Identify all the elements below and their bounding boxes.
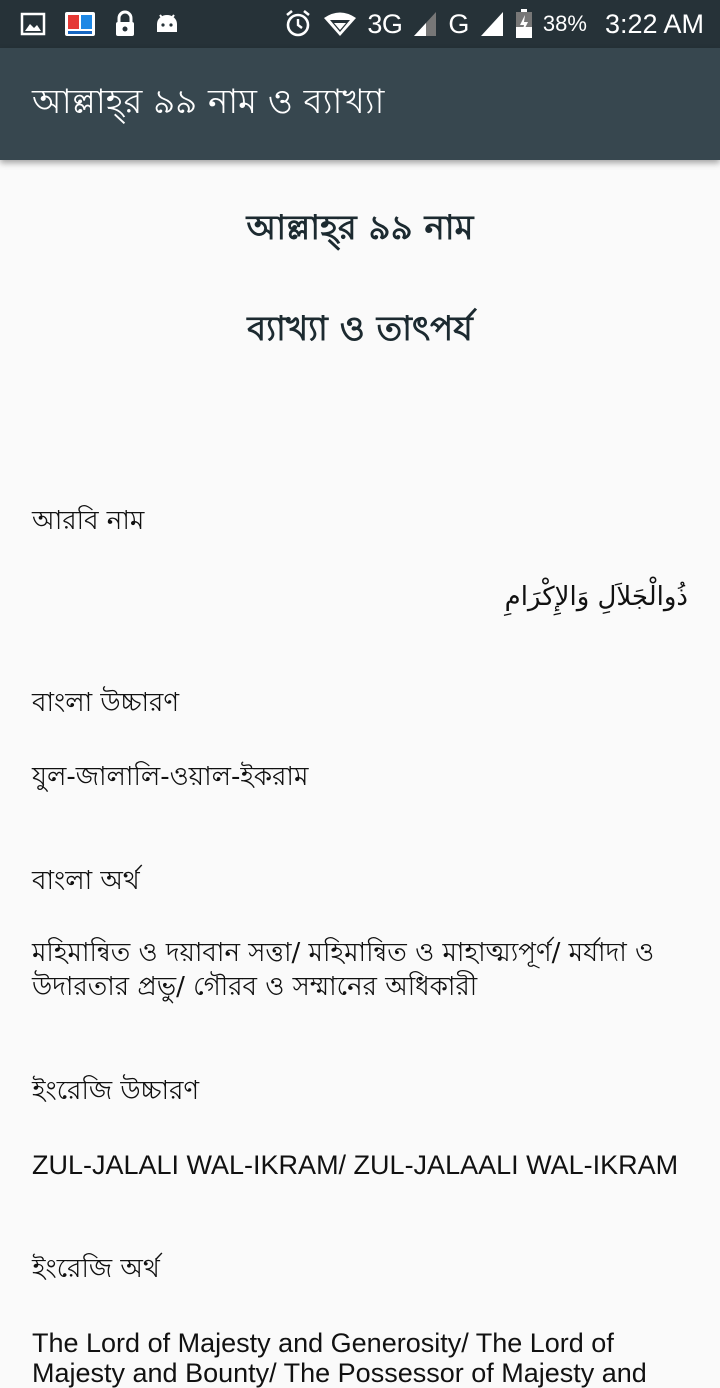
english-pronunciation-text: ZUL-JALALI WAL-IKRAM/ ZUL-JALAALI WAL-IKRAM — [32, 1150, 679, 1180]
alarm-icon — [283, 9, 313, 39]
app-title: আল্লাহ্‌র ৯৯ নাম ও ব্যাখ্যা — [32, 81, 385, 122]
status-bar — [0, 0, 720, 48]
clock: 3:22 AM — [604, 8, 704, 39]
arabic-name-label: আরবি নাম — [32, 506, 145, 536]
content-scroll[interactable] — [0, 160, 720, 1388]
network-g-label: G — [448, 8, 469, 39]
network-3g-label: 3G — [367, 8, 403, 39]
english-meaning-text: The Lord of Majesty and Generosity/ The Lord of Majesty and Bounty/ The Possessor of Majesty and — [32, 1328, 647, 1388]
app-bar — [0, 48, 720, 160]
arabic-name-text: ذُوالْجَلاَلِ وَالإِكْرَامِ — [504, 582, 688, 612]
page-heading: আল্লাহ্‌র ৯৯ নাম — [246, 208, 474, 248]
image-icon — [20, 12, 46, 36]
signal-strength-icon-2 — [479, 10, 505, 38]
page-subheading: ব্যাখ্যা ও তাৎপর্য — [247, 309, 473, 349]
android-icon — [154, 12, 180, 36]
app-logo-icon — [64, 9, 96, 39]
bangla-meaning-text: মহিমান্বিত ও দয়াবান সত্তা/ মহিমান্বিত ও মাহাত্ম্যপূর্ণ/ মর্যাদা ও উদারতার প্রভু/ গৌরব ও সম্মানের অধিকারী — [32, 938, 655, 1002]
english-meaning-label: ইংরেজি অর্থ — [32, 1254, 160, 1284]
signal-strength-icon — [412, 10, 438, 38]
lock-icon — [114, 11, 136, 37]
bangla-pronunciation-label: বাংলা উচ্চারণ — [32, 688, 180, 718]
wifi-icon — [323, 11, 357, 37]
battery-charging-icon — [515, 9, 533, 39]
bangla-pronunciation-text: যুল-জালালি-ওয়াল-ইকরাম — [32, 762, 309, 792]
english-pronunciation-label: ইংরেজি উচ্চারণ — [32, 1076, 200, 1106]
battery-percentage: 38% — [542, 11, 587, 36]
bangla-meaning-label: বাংলা অর্থ — [32, 866, 140, 896]
